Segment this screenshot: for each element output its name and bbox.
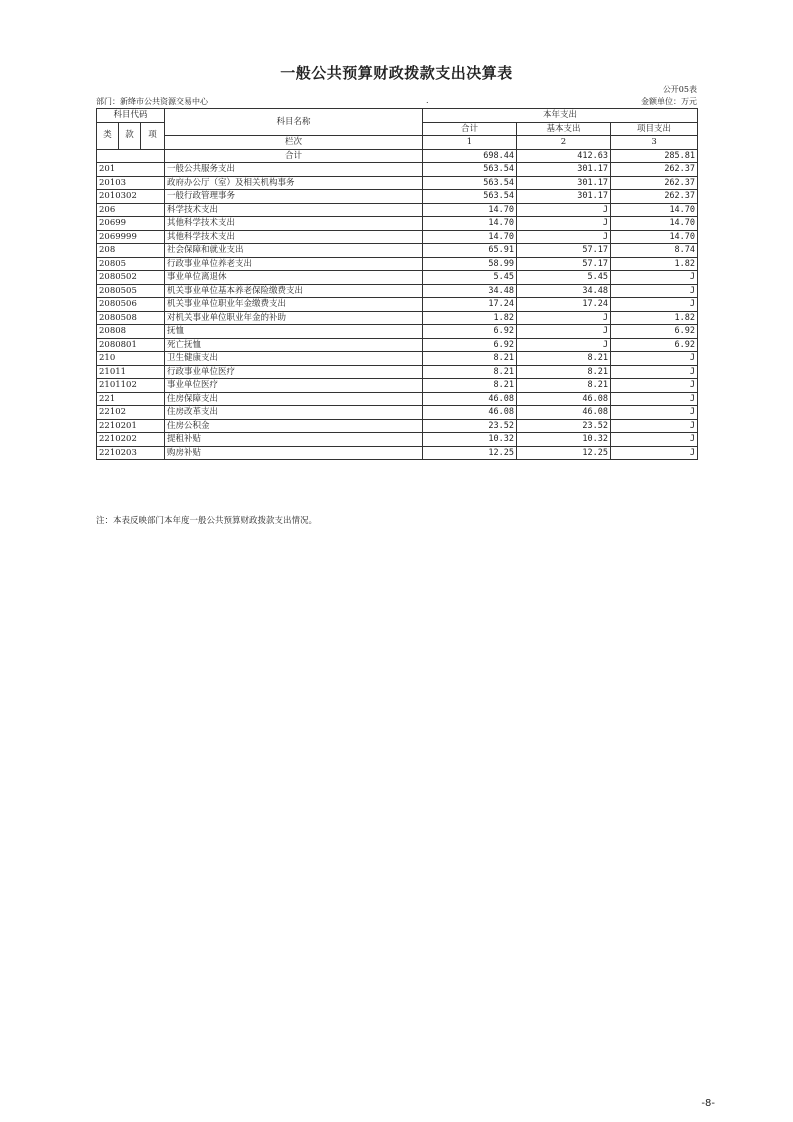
row-code: 2210202	[97, 433, 165, 447]
row-total: 1.82	[423, 311, 517, 325]
table-row	[97, 244, 698, 258]
row-total: 10.32	[423, 433, 517, 447]
column-number-label: 栏次	[165, 136, 423, 150]
table-row	[97, 338, 698, 352]
row-code: 2080508	[97, 311, 165, 325]
row-name: 住房公积金	[165, 419, 423, 433]
row-basic: 5.45	[517, 271, 611, 285]
row-code: 20699	[97, 217, 165, 231]
row-name: 住房保障支出	[165, 392, 423, 406]
row-basic: J	[517, 217, 611, 231]
row-basic: 10.32	[517, 433, 611, 447]
row-total: 34.48	[423, 284, 517, 298]
row-total: 14.70	[423, 230, 517, 244]
row-total: 8.21	[423, 379, 517, 393]
row-code: 2080801	[97, 338, 165, 352]
row-code: 206	[97, 203, 165, 217]
row-name: 事业单位离退休	[165, 271, 423, 285]
row-project: J	[611, 298, 698, 312]
subject-code-header: 科目代码	[97, 109, 165, 123]
total-row-project: 285.81	[611, 149, 698, 163]
row-project: 6.92	[611, 325, 698, 339]
table-row	[97, 352, 698, 366]
page-number: -8-	[701, 1098, 715, 1109]
row-name: 政府办公厅（室）及相关机构事务	[165, 176, 423, 190]
column-number-row	[97, 136, 698, 150]
row-code: 2101102	[97, 379, 165, 393]
table-row	[97, 446, 698, 460]
row-code: 208	[97, 244, 165, 258]
table-row	[97, 433, 698, 447]
row-code: 21011	[97, 365, 165, 379]
row-project: J	[611, 406, 698, 420]
table-row	[97, 190, 698, 204]
row-total: 17.24	[423, 298, 517, 312]
row-basic: 57.17	[517, 244, 611, 258]
row-project: J	[611, 365, 698, 379]
lei-header: 类	[97, 122, 119, 149]
table-row	[97, 379, 698, 393]
row-name: 其他科学技术支出	[165, 230, 423, 244]
row-total: 58.99	[423, 257, 517, 271]
row-project: J	[611, 446, 698, 460]
row-code: 2210203	[97, 446, 165, 460]
total-row	[97, 149, 698, 163]
row-project: J	[611, 352, 698, 366]
table-row	[97, 311, 698, 325]
table-row	[97, 406, 698, 420]
row-total: 46.08	[423, 406, 517, 420]
row-code: 2010302	[97, 190, 165, 204]
row-total: 8.21	[423, 365, 517, 379]
row-name: 一般行政管理事务	[165, 190, 423, 204]
row-code: 2080502	[97, 271, 165, 285]
row-name: 一般公共服务支出	[165, 163, 423, 177]
row-code: 210	[97, 352, 165, 366]
row-basic: 57.17	[517, 257, 611, 271]
row-basic: 34.48	[517, 284, 611, 298]
row-total: 563.54	[423, 176, 517, 190]
row-name: 事业单位医疗	[165, 379, 423, 393]
row-basic: J	[517, 338, 611, 352]
table-row	[97, 419, 698, 433]
column-number-3: 3	[611, 136, 698, 150]
current-year-expense-header: 本年支出	[423, 109, 698, 123]
row-total: 14.70	[423, 203, 517, 217]
row-project: J	[611, 433, 698, 447]
table-row	[97, 163, 698, 177]
table-row	[97, 284, 698, 298]
row-project: 14.70	[611, 203, 698, 217]
row-name: 提租补贴	[165, 433, 423, 447]
row-project: 14.70	[611, 217, 698, 231]
row-basic: J	[517, 203, 611, 217]
table-row	[97, 392, 698, 406]
row-name: 社会保障和就业支出	[165, 244, 423, 258]
expense-table	[96, 108, 698, 460]
row-total: 23.52	[423, 419, 517, 433]
row-total: 65.91	[423, 244, 517, 258]
row-project: 1.82	[611, 311, 698, 325]
row-total: 46.08	[423, 392, 517, 406]
project-header: 项目支出	[611, 122, 698, 136]
row-code: 2069999	[97, 230, 165, 244]
row-basic: 46.08	[517, 406, 611, 420]
row-name: 住房改革支出	[165, 406, 423, 420]
row-name: 机关事业单位基本养老保险缴费支出	[165, 284, 423, 298]
xiang-header: 项	[141, 122, 165, 149]
row-name: 行政事业单位养老支出	[165, 257, 423, 271]
row-project: J	[611, 284, 698, 298]
table-row	[97, 298, 698, 312]
page-title: 一般公共预算财政拨款支出决算表	[280, 64, 513, 82]
row-basic: 46.08	[517, 392, 611, 406]
row-total: 12.25	[423, 446, 517, 460]
row-basic: 23.52	[517, 419, 611, 433]
column-number-1: 1	[423, 136, 517, 150]
row-name: 机关事业单位职业年金缴费支出	[165, 298, 423, 312]
total-row-total: 698.44	[423, 149, 517, 163]
row-name: 对机关事业单位职业年金的补助	[165, 311, 423, 325]
table-row	[97, 325, 698, 339]
row-total: 5.45	[423, 271, 517, 285]
row-basic: 17.24	[517, 298, 611, 312]
row-basic: 8.21	[517, 379, 611, 393]
footnote: 注：本表反映部门本年度一般公共预算财政拨款支出情况。	[96, 516, 318, 526]
row-project: 1.82	[611, 257, 698, 271]
row-code: 20805	[97, 257, 165, 271]
row-project: J	[611, 379, 698, 393]
header-row-1	[97, 109, 698, 123]
row-project: J	[611, 419, 698, 433]
row-name: 卫生健康支出	[165, 352, 423, 366]
row-name: 死亡抚恤	[165, 338, 423, 352]
table-row	[97, 257, 698, 271]
row-project: 6.92	[611, 338, 698, 352]
row-project: J	[611, 392, 698, 406]
row-code: 22102	[97, 406, 165, 420]
row-code: 2080506	[97, 298, 165, 312]
table-row	[97, 230, 698, 244]
row-basic: 301.17	[517, 190, 611, 204]
row-code: 20103	[97, 176, 165, 190]
row-total: 6.92	[423, 338, 517, 352]
row-basic: J	[517, 325, 611, 339]
basic-header: 基本支出	[517, 122, 611, 136]
row-code: 221	[97, 392, 165, 406]
table-row	[97, 365, 698, 379]
row-name: 科学技术支出	[165, 203, 423, 217]
row-code: 2210201	[97, 419, 165, 433]
row-basic: 301.17	[517, 176, 611, 190]
table-row	[97, 203, 698, 217]
row-name: 其他科学技术支出	[165, 217, 423, 231]
total-row-code	[97, 149, 165, 163]
row-total: 6.92	[423, 325, 517, 339]
row-project: 14.70	[611, 230, 698, 244]
row-name: 行政事业单位医疗	[165, 365, 423, 379]
total-row-basic: 412.63	[517, 149, 611, 163]
row-project: J	[611, 271, 698, 285]
row-project: 262.37	[611, 190, 698, 204]
kuan-header: 款	[119, 122, 141, 149]
row-code: 20808	[97, 325, 165, 339]
row-name: 抚恤	[165, 325, 423, 339]
table-row	[97, 176, 698, 190]
row-project: 8.74	[611, 244, 698, 258]
row-basic: J	[517, 311, 611, 325]
table-row	[97, 271, 698, 285]
row-total: 8.21	[423, 352, 517, 366]
row-code: 2080505	[97, 284, 165, 298]
subject-name-header: 科目名称	[165, 109, 423, 136]
total-header: 合计	[423, 122, 517, 136]
row-total: 563.54	[423, 163, 517, 177]
row-project: 262.37	[611, 176, 698, 190]
unit-label: 金额单位：万元	[641, 97, 697, 106]
table-row	[97, 217, 698, 231]
row-name: 购房补贴	[165, 446, 423, 460]
column-number-2: 2	[517, 136, 611, 150]
row-project: 262.37	[611, 163, 698, 177]
row-basic: 301.17	[517, 163, 611, 177]
row-basic: 12.25	[517, 446, 611, 460]
row-basic: 8.21	[517, 352, 611, 366]
department-label: 部门：新绛市公共资源交易中心	[96, 97, 208, 106]
total-row-label: 合计	[165, 149, 423, 163]
row-total: 14.70	[423, 217, 517, 231]
row-code: 201	[97, 163, 165, 177]
separator-dot: .	[426, 96, 429, 105]
row-basic: J	[517, 230, 611, 244]
form-number: 公开05表	[662, 85, 697, 94]
row-total: 563.54	[423, 190, 517, 204]
row-basic: 8.21	[517, 365, 611, 379]
